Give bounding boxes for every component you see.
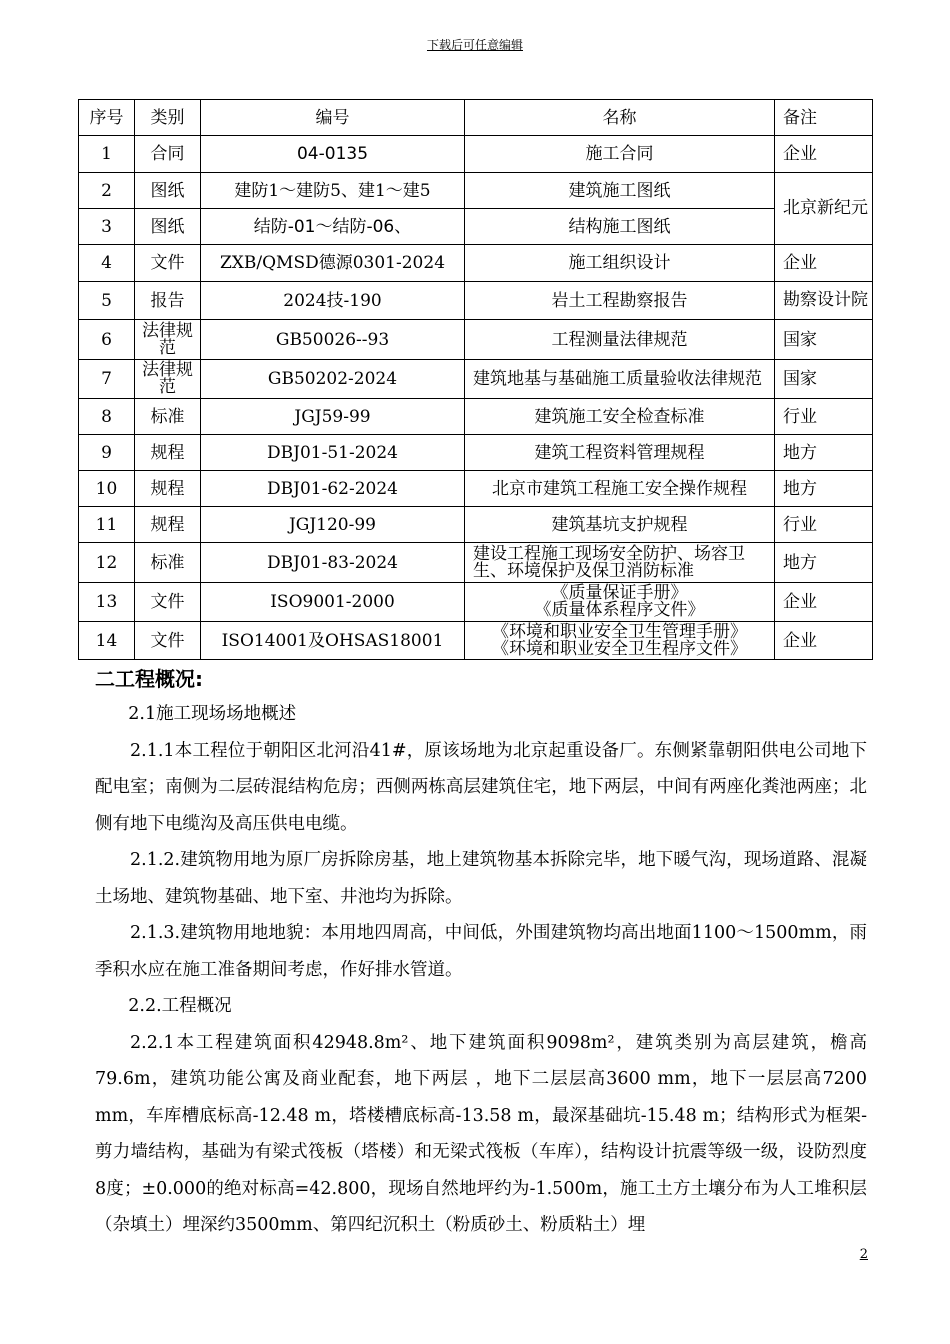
header-cell: 类别 <box>135 100 201 136</box>
row-type: 规程 <box>135 471 201 507</box>
row-type: 标准 <box>135 399 201 435</box>
row-name: 建筑施工安全检查标准 <box>465 399 775 435</box>
row-note: 企业 <box>775 136 873 173</box>
section-title: 二工程概况: <box>95 667 203 691</box>
row-type: 合同 <box>135 136 201 173</box>
row-note: 勘察设计院 <box>775 282 873 320</box>
row-type: 图纸 <box>135 173 201 209</box>
row-code: DBJ01-51-2024 <box>201 435 465 471</box>
row-no: 10 <box>79 471 135 507</box>
row-name: 施工合同 <box>465 136 775 173</box>
page-header: 下载后可任意编辑 <box>426 38 523 52</box>
row-code: 04-0135 <box>201 136 465 173</box>
row-type: 文件 <box>135 245 201 282</box>
table-row <box>79 507 873 543</box>
row-type: 规程 <box>135 435 201 471</box>
row-no: 13 <box>79 583 135 622</box>
row-note: 国家 <box>775 360 873 399</box>
row-code: GB50202-2024 <box>201 360 465 399</box>
row-code: ZXB/QMSD德源0301-2024 <box>201 245 465 282</box>
name-line: 《环境和职业安全卫生程序文件》 <box>492 638 747 659</box>
row-note: 地方 <box>775 543 873 583</box>
row-type: 报告 <box>135 282 201 320</box>
name-line: 《质量体系程序文件》 <box>534 600 705 620</box>
table-row <box>79 622 873 660</box>
table-row <box>79 282 873 320</box>
row-no: 7 <box>79 360 135 399</box>
row-code: 结防-01～结防-06、 <box>201 209 465 245</box>
row-no: 3 <box>79 209 135 245</box>
table-row <box>79 209 873 245</box>
row-note: 企业 <box>775 622 873 660</box>
row-name: 结构施工图纸 <box>465 209 775 245</box>
row-note: 行业 <box>775 507 873 543</box>
row-note: 企业 <box>775 245 873 282</box>
row-name: 建筑施工图纸 <box>465 173 775 209</box>
row-code: 建防1～建防5、建1～建5 <box>201 173 465 209</box>
table-row <box>79 399 873 435</box>
paragraph: 2.2.1本工程建筑面积42948.8m²、地下建筑面积9098m²，建筑类别为高层建筑，檐高79.6m，建筑功能公寓及商业配套，地下两层 ，地下二层层高3600 mm，地下一层层高7200 mm，车库槽底标高-12.48 m，塔楼槽底标高-13.58 m，最深基础坑-15.48 m；结构形式为框架-剪力墙结构，基础为有梁式筏板（塔楼）和无梁式筏板（车库），结构设计抗震等级一级，设防烈度8度；±0.000的绝对标高=42.800，现场自然地坪约为-1.500m，施工土方土壤分布为人工堆积层（杂填土）埋深约3500mm、第四纪沉积土（粉质砂土、粉质粘土）埋 <box>95 1032 867 1235</box>
row-name: 建筑基坑支护规程 <box>465 507 775 543</box>
table-row <box>79 543 873 583</box>
row-name <box>465 583 775 622</box>
row-note: 北京新纪元 <box>775 173 873 245</box>
row-no: 14 <box>79 622 135 660</box>
row-code: ISO9001-2000 <box>201 583 465 622</box>
table-row <box>79 320 873 360</box>
row-note: 地方 <box>775 471 873 507</box>
table-row <box>79 471 873 507</box>
row-no: 8 <box>79 399 135 435</box>
row-note: 地方 <box>775 435 873 471</box>
paragraph: 2.1施工现场场地概述 <box>128 704 297 724</box>
row-note: 企业 <box>775 583 873 622</box>
row-code: DBJ01-62-2024 <box>201 471 465 507</box>
reference-table <box>78 99 873 660</box>
row-name <box>465 622 775 660</box>
row-no: 11 <box>79 507 135 543</box>
row-code: JGJ120-99 <box>201 507 465 543</box>
row-no: 12 <box>79 543 135 583</box>
row-type: 规程 <box>135 507 201 543</box>
header-cell: 编号 <box>201 100 465 136</box>
paragraph: 2.1.3.建筑物用地地貌：本用地四周高，中间低，外围建筑物均高出地面1100～1500mm，雨季积水应在施工准备期间考虑，作好排水管道。 <box>95 923 867 980</box>
paragraph: 2.2.工程概况 <box>128 996 232 1016</box>
header-cell: 名称 <box>465 100 775 136</box>
table-row <box>79 435 873 471</box>
paragraph: 2.1.2.建筑物用地为原厂房拆除房基，地上建筑物基本拆除完毕，地下暖气沟，现场道路、混凝土场地、建筑物基础、地下室、井池均为拆除。 <box>95 850 867 907</box>
name-line: 《环境和职业安全卫生管理手册》 <box>492 621 747 642</box>
row-type: 文件 <box>135 622 201 660</box>
section-body <box>95 696 867 1244</box>
name-line: 《质量保证手册》 <box>551 583 688 603</box>
row-no: 9 <box>79 435 135 471</box>
row-type: 图纸 <box>135 209 201 245</box>
row-note: 行业 <box>775 399 873 435</box>
header-cell: 备注 <box>775 100 873 136</box>
table-row <box>79 360 873 399</box>
row-name: 施工组织设计 <box>465 245 775 282</box>
row-code: GB50026--93 <box>201 320 465 360</box>
row-name: 建筑工程资料管理规程 <box>465 435 775 471</box>
row-code: DBJ01-83-2024 <box>201 543 465 583</box>
row-type: 标准 <box>135 543 201 583</box>
row-no: 4 <box>79 245 135 282</box>
table-row <box>79 245 873 282</box>
row-type: 法律规范 <box>135 320 201 360</box>
table-header-row <box>79 100 873 136</box>
row-code: ISO14001及OHSAS18001 <box>201 622 465 660</box>
row-type: 文件 <box>135 583 201 622</box>
row-name: 工程测量法律规范 <box>465 320 775 360</box>
row-name: 岩土工程勘察报告 <box>465 282 775 320</box>
row-note: 国家 <box>775 320 873 360</box>
header-cell: 序号 <box>79 100 135 136</box>
row-no: 1 <box>79 136 135 173</box>
table-row <box>79 583 873 622</box>
page-number: 2 <box>859 1247 868 1262</box>
row-code: JGJ59-99 <box>201 399 465 435</box>
table-row <box>79 136 873 173</box>
row-name: 北京市建筑工程施工安全操作规程 <box>465 471 775 507</box>
row-no: 6 <box>79 320 135 360</box>
row-no: 2 <box>79 173 135 209</box>
row-name: 建筑地基与基础施工质量验收法律规范 <box>465 360 775 399</box>
table-row <box>79 173 873 209</box>
row-name: 建设工程施工现场安全防护、场容卫生、环境保护及保卫消防标准 <box>465 543 775 583</box>
paragraph: 2.1.1本工程位于朝阳区北河沿41#，原该场地为北京起重设备厂。东侧紧靠朝阳供电公司地下配电室；南侧为二层砖混结构危房；西侧两栋高层建筑住宅，地下两层，中间有两座化粪池两座；北侧有地下电缆沟及高压供电电缆。 <box>95 740 867 834</box>
row-code: 2024技-190 <box>201 282 465 320</box>
row-no: 5 <box>79 282 135 320</box>
row-type: 法律规范 <box>135 360 201 399</box>
